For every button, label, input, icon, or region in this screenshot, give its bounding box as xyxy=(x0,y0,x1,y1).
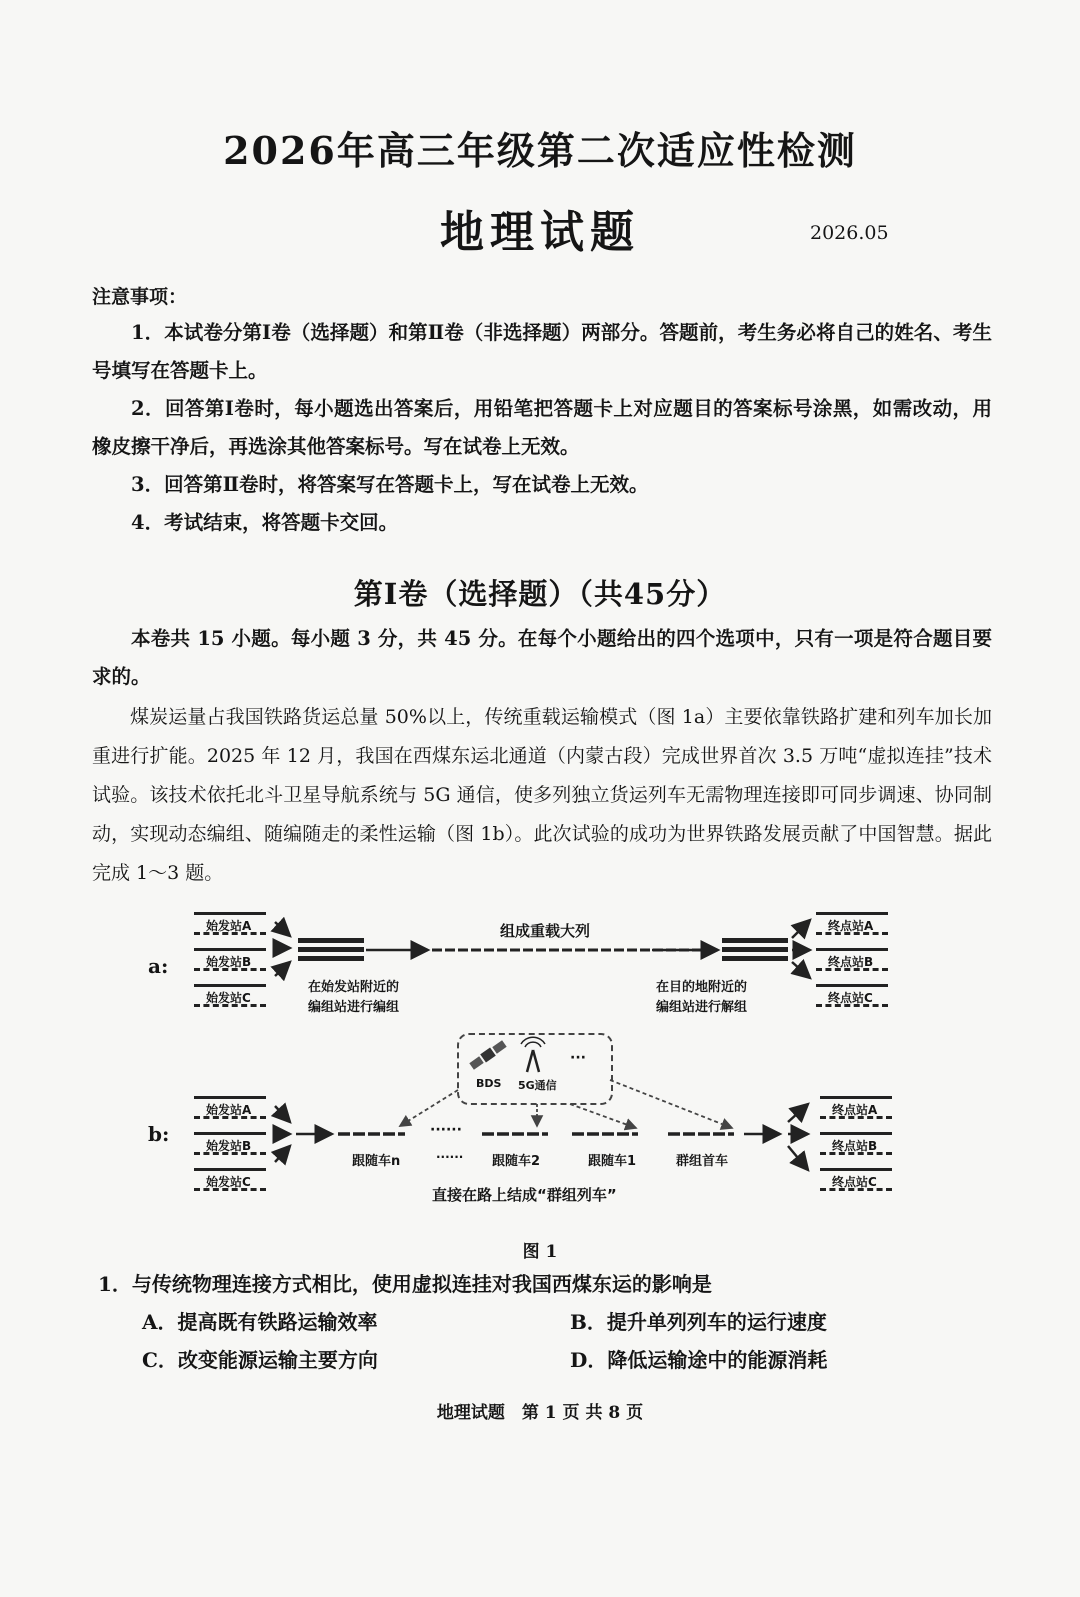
notice-item-2: 2．回答第Ⅰ卷时，每小题选出答案后，用铅笔把答题卡上对应题目的答案标号涂黑，如需改动，用橡皮擦干净后，再选涂其他答案标号。写在试卷上无效。 xyxy=(92,397,992,458)
bds-label: BDS xyxy=(476,1077,502,1090)
train-n-label: 跟随车n xyxy=(352,1154,401,1169)
b-origin-station-a: 始发站A xyxy=(194,1096,266,1120)
figure-caption: 图 1 xyxy=(522,1242,558,1262)
5g-label: 5G通信 xyxy=(518,1079,557,1092)
question-1-option-d[interactable]: D．降低运输途中的能源消耗 xyxy=(570,1348,828,1372)
a-right-note-line2: 编组站进行解组 xyxy=(656,1000,748,1015)
exam-main-title: 2026年高三年级第二次适应性检测 xyxy=(223,128,857,173)
a-origin-station-a: 始发站A xyxy=(194,912,266,936)
b-terminal-station-a: 终点站A xyxy=(820,1096,892,1120)
section-intro: 本卷共 15 小题。每小题 3 分，共 45 分。在每个小题给出的四个选项中，只有一项是符合题目要求的。 xyxy=(92,627,992,688)
dots-top: ······ xyxy=(430,1122,462,1138)
question-1-option-c[interactable]: C．改变能源运输主要方向 xyxy=(142,1348,378,1372)
dots-bottom: ······ xyxy=(436,1150,464,1164)
a-right-yard-icon xyxy=(722,938,788,961)
a-terminal-station-a: 终点站A xyxy=(816,912,888,936)
train-1-label: 跟随车1 xyxy=(588,1154,637,1169)
a-origin-station-c: 始发站C xyxy=(194,984,266,1008)
train-2-label: 跟随车2 xyxy=(492,1154,541,1169)
a-terminal-station-b: 终点站B xyxy=(816,948,888,972)
question-1-option-b[interactable]: B．提升单列列车的运行速度 xyxy=(570,1310,827,1334)
communication-box xyxy=(457,1033,613,1105)
b-bottom-label: 直接在路上结成“群组列车” xyxy=(432,1186,617,1204)
notice-item-1: 1．本试卷分第Ⅰ卷（选择题）和第Ⅱ卷（非选择题）两部分。答题前，考生务必将自己的姓名、考生号填写在答题卡上。 xyxy=(92,321,992,382)
subject-title: 地理试题 xyxy=(440,207,640,258)
page-footer: 地理试题 第 1 页 共 8 页 xyxy=(436,1403,644,1423)
a-left-note-line1: 在始发站附近的 xyxy=(308,980,400,995)
notice-item-3: 3．回答第Ⅱ卷时，将答案写在答题卡上，写在试卷上无效。 xyxy=(131,473,649,496)
notes-title: 注意事项： xyxy=(92,286,188,308)
a-middle-label: 组成重载大列 xyxy=(500,922,591,940)
material-paragraph: 煤炭运量占我国铁路货运总量 50%以上，传统重载运输模式（图 1a）主要依靠铁路扩建和列车加长加重进行扩能。2025 年 12 月，我国在西煤东运北通道（内蒙古段）完成世界首次 3.5 万吨“虚拟连挂”技术试验。该技术依托北斗卫星导航系统与 5G 通信，使多列独立货运列车无需物理连接即可同步调速、协同制动，实现动态编组、随编随走的柔性运输（图 1b）。此次试验的成功为世界铁路发展贡献了中国智慧。据此完成 1～3 题。 xyxy=(92,706,992,884)
b-terminal-station-c: 终点站C xyxy=(820,1168,892,1192)
figure-1 xyxy=(140,900,930,1220)
b-origin-station-c: 始发站C xyxy=(194,1168,266,1192)
a-left-yard-icon xyxy=(298,938,364,961)
notice-item-4: 4．考试结束，将答题卡交回。 xyxy=(131,511,399,534)
lead-train-label: 群组首车 xyxy=(676,1154,729,1169)
question-1-stem: 1．与传统物理连接方式相比，使用虚拟连挂对我国西煤东运的影响是 xyxy=(98,1272,712,1296)
a-left-note-line2: 编组站进行编组 xyxy=(308,1000,400,1015)
section-title: 第Ⅰ卷（选择题）（共45分） xyxy=(353,577,727,611)
exam-date: 2026.05 xyxy=(810,222,889,244)
figure-label-a: a: xyxy=(148,954,169,978)
a-right-note-line1: 在目的地附近的 xyxy=(656,980,748,995)
a-origin-station-b: 始发站B xyxy=(194,948,266,972)
a-terminal-station-c: 终点站C xyxy=(816,984,888,1008)
figure-label-b: b: xyxy=(148,1122,170,1146)
b-origin-station-b: 始发站B xyxy=(194,1132,266,1156)
question-1-option-a[interactable]: A．提高既有铁路运输效率 xyxy=(142,1310,378,1334)
b-terminal-station-b: 终点站B xyxy=(820,1132,892,1156)
cloud-more-dots: ··· xyxy=(570,1050,586,1066)
